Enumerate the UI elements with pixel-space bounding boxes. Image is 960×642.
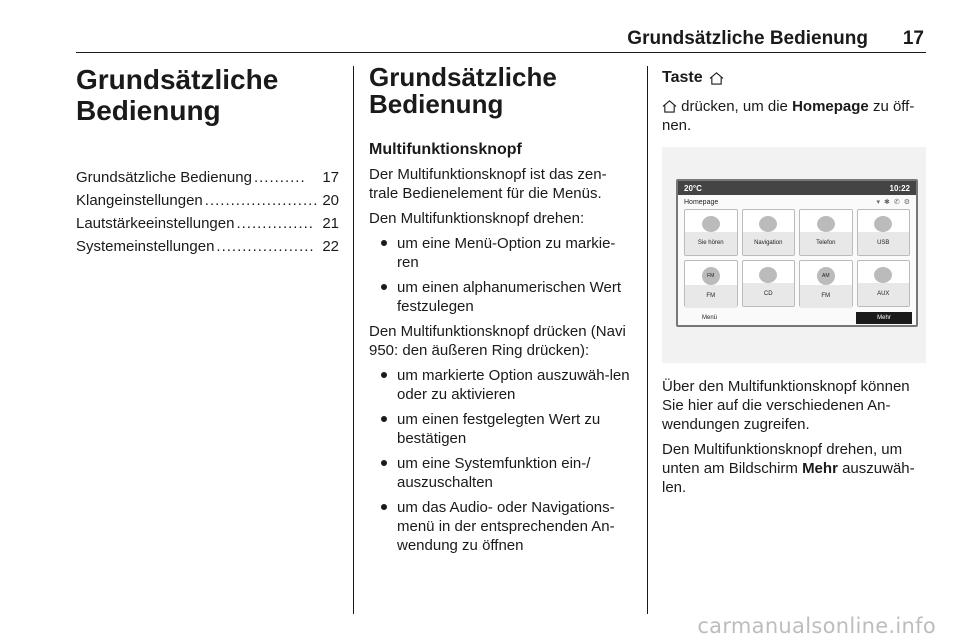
watermark: carmanualsonline.info xyxy=(697,614,936,638)
app-tile[interactable]: AM FM xyxy=(799,260,853,307)
paragraph: Den Multifunktionsknopf drehen, um unten am Bildschirm Mehr auszuwäh-len. xyxy=(662,441,915,496)
toc-entry[interactable]: Lautstärkeeinstellungen ............... 21 xyxy=(76,215,339,232)
paragraph: drücken, um die Homepage zu öff-nen. xyxy=(662,98,915,134)
infotainment-screenshot xyxy=(662,147,926,363)
list-item: um einen alphanumerischen Wert festzulegen xyxy=(369,278,635,316)
home-icon xyxy=(709,71,724,85)
list-item: um das Audio- oder Navigations-menü in der entsprechenden An-wendung zu öffnen xyxy=(369,498,635,555)
bullet-list xyxy=(369,234,635,316)
toc-entry[interactable]: Grundsätzliche Bedienung .......... 17 xyxy=(76,169,339,186)
homepage-label: Homepage xyxy=(684,198,719,206)
app-tile[interactable]: CD xyxy=(742,260,796,307)
section-title: Grundsätzliche Bedienung xyxy=(369,62,557,119)
phone-icon xyxy=(817,216,835,232)
middle-column xyxy=(369,64,635,561)
screen-bottom-bar xyxy=(678,311,916,325)
bullet-list xyxy=(369,366,635,555)
app-grid xyxy=(678,209,916,307)
column-divider xyxy=(647,66,648,614)
signal-icon: ▾ xyxy=(876,198,880,206)
paragraph: Über den Multifunktionsknopf können Sie hier auf die verschiedenen An-wendungen zugreifen. xyxy=(662,378,910,433)
app-tile[interactable]: AUX xyxy=(857,260,911,307)
left-column xyxy=(76,64,339,260)
home-icon xyxy=(662,99,677,113)
radio-icon: FM xyxy=(702,267,720,285)
table-of-contents xyxy=(76,168,339,260)
page-header xyxy=(76,26,926,53)
app-tile[interactable]: Navigation xyxy=(742,209,796,256)
radio-icon: AM xyxy=(817,267,835,285)
toc-entry[interactable]: Klangeinstellungen ...................... 20 xyxy=(76,192,339,209)
chapter-title: Grundsätzliche Bedienung xyxy=(76,64,279,126)
app-tile[interactable]: Sie hören xyxy=(684,209,738,256)
gear-icon: ⚙ xyxy=(903,198,910,206)
paragraph: Den Multifunktionsknopf drücken (Navi 950: den äußeren Ring drücken): xyxy=(369,323,626,359)
column-divider xyxy=(353,66,354,614)
page-number: 17 xyxy=(902,28,924,49)
aux-icon xyxy=(874,267,892,283)
globe-icon xyxy=(759,216,777,232)
temperature: 20°C xyxy=(684,183,702,193)
usb-icon xyxy=(874,216,892,232)
infotainment-display xyxy=(676,179,918,327)
paragraph: Der Multifunktionsknopf ist das zen-trale Bedienelement für die Menüs. xyxy=(369,166,607,202)
app-tile[interactable]: Telefon xyxy=(799,209,853,256)
right-column xyxy=(662,64,926,503)
app-tile[interactable]: FM FM xyxy=(684,260,738,307)
cd-icon xyxy=(759,267,777,283)
app-tile[interactable]: USB xyxy=(857,209,911,256)
toc-entry[interactable]: Systemeinstellungen ................... 22 xyxy=(76,238,339,255)
paragraph: Den Multifunktionsknopf drehen: xyxy=(369,210,585,227)
homepage-row xyxy=(678,195,916,209)
phone-icon: ✆ xyxy=(893,198,900,206)
list-item: um eine Systemfunktion ein-/ auszuschalten xyxy=(369,454,635,492)
key-heading: Taste xyxy=(662,68,926,87)
clock: 10:22 xyxy=(889,183,910,193)
bluetooth-icon: ✱ xyxy=(883,198,890,206)
running-title: Grundsätzliche Bedienung xyxy=(627,28,868,49)
mehr-button[interactable]: Mehr xyxy=(856,312,912,324)
subheading: Multifunktionsknopf xyxy=(369,141,522,158)
list-item: um markierte Option auszuwäh-len oder zu aktivieren xyxy=(369,366,635,404)
menu-button[interactable]: Menü xyxy=(702,314,718,321)
list-item: um einen festgelegten Wert zu bestätigen xyxy=(369,410,635,448)
list-item: um eine Menü-Option zu markie-ren xyxy=(369,234,635,272)
audio-icon xyxy=(702,216,720,232)
